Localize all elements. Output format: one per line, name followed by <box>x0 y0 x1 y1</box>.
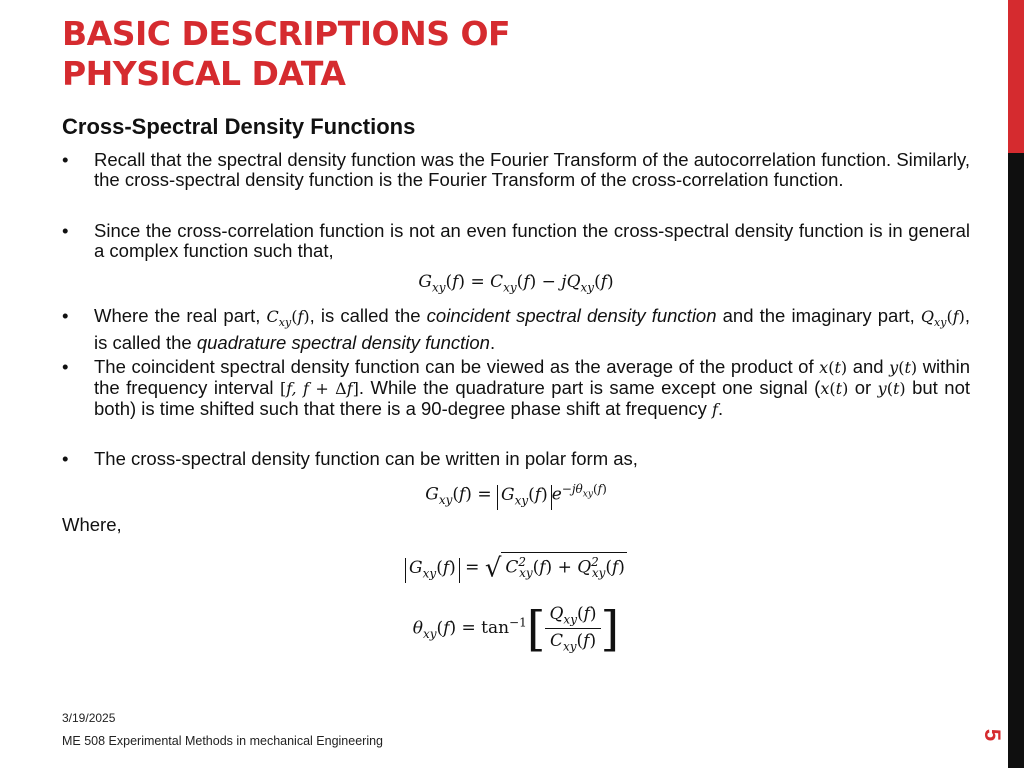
bullet-coincident-interpretation <box>62 357 970 420</box>
bullet-marker: • <box>62 356 69 377</box>
footer-course-name: ME 508 Experimental Methods in mechanical Engineering <box>62 734 384 748</box>
bullet-text <box>94 357 970 420</box>
bullet-text-segment: and <box>852 356 884 377</box>
where-label: Where, <box>62 514 122 535</box>
term-coincident-spectral-density: coincident spectral density function <box>426 305 717 326</box>
bullet-text <box>94 306 970 353</box>
bullet-text-segment: within the frequency interval <box>94 356 970 398</box>
math-cxy: $C_{xy}(f)$ <box>266 307 310 330</box>
slide-title-line-2: PHYSICAL DATA <box>62 54 346 93</box>
bullet-polar-form <box>62 449 970 469</box>
term-quadrature-spectral-density: quadrature spectral density function <box>196 332 490 354</box>
bullet-text: Since the cross-correlation function is not an even function the cross-spectral density function is in general a complex function such that, <box>94 220 970 261</box>
bullet-marker: • <box>62 220 69 241</box>
bullet-fourier-recall <box>62 150 970 190</box>
bullet-marker: • <box>62 305 69 326</box>
sidebar-accent-red <box>1008 0 1024 153</box>
bullet-text-segment: or <box>854 377 872 398</box>
equation-gxy-decomposition: $G_{xy}(f) = C_{xy}(f) - jQ_{xy}(f)$ <box>418 272 614 295</box>
bullet-text-segment: . <box>489 332 496 354</box>
equation-magnitude: $G_{xy}(f)$ = √ $C^2_{xy}(f) + Q^2_{xy}(f)$ <box>62 552 970 584</box>
bullet-text-segment: , is called the <box>94 305 971 354</box>
math-xt: x(t) <box>820 379 849 398</box>
bullet-text-segment: Where the real part, <box>94 305 261 326</box>
page-number: 5 <box>980 728 1005 742</box>
math-yt: y(t) <box>877 379 906 398</box>
bullet-text-segment: . While the quadrature part is same except one signal ( <box>358 377 821 398</box>
math-frequency-interval: [f, f + Δf] <box>279 379 359 398</box>
bullet-text-segment: . <box>717 398 724 419</box>
bullet-real-imaginary-parts <box>62 306 970 353</box>
bullet-text-segment: but not both) is time shifted such that there is a 90-degree phase shift at frequency <box>94 377 970 419</box>
equation-phase: $\theta_{xy}(f) = \tan^{-1}$[ $\frac{Q_{xy}(f)}{C_{xy}(f)}$ ] <box>412 600 620 657</box>
bullet-text-segment: and the imaginary part, <box>722 305 915 326</box>
slide-title-line-1: BASIC DESCRIPTIONS OF <box>62 14 511 53</box>
bullet-text-segment: , is called the <box>309 305 421 326</box>
bullet-text: The cross-spectral density function can be written in polar form as, <box>94 448 638 469</box>
bullet-text: Recall that the spectral density function was the Fourier Transform of the autocorrelation function. Similarly, the cross-spectral density function is the Fourier Transform of the cross-correlation function. <box>94 149 970 190</box>
math-yt: y(t) <box>889 358 918 377</box>
bullet-marker: • <box>62 448 69 469</box>
math-qxy: $Q_{xy}(f)$ <box>920 307 965 330</box>
math-f: f <box>712 400 718 419</box>
math-xt: x(t) <box>819 358 848 377</box>
slide-subtitle: Cross-Spectral Density Functions <box>62 114 416 139</box>
bullet-complex-function <box>62 221 970 261</box>
bullet-marker: • <box>62 149 69 170</box>
slide-title <box>62 14 510 94</box>
bullet-text-segment: The coincident spectral density function can be viewed as the average of the product of <box>94 356 814 377</box>
sidebar-accent-black <box>1008 153 1024 768</box>
equation-polar-form: $G_{xy}(f) = G_{xy}(f)$ $e^{-j\theta_{xy}(f)}$ <box>62 482 970 510</box>
footer-date: 3/19/2025 <box>62 711 116 725</box>
